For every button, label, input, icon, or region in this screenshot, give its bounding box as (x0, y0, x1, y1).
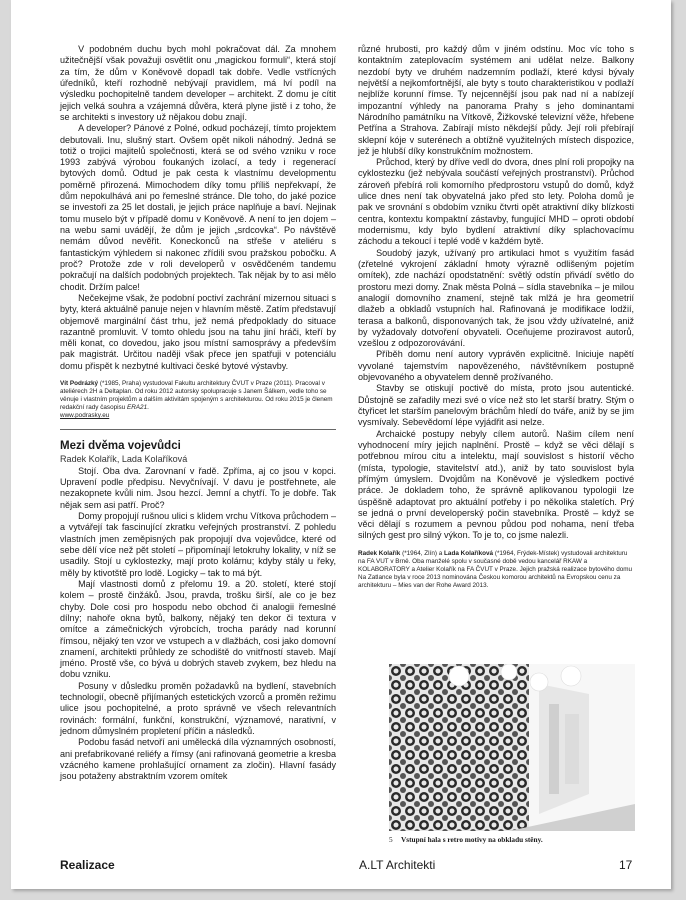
caption-text: Vstupní hala s retro motivy na obkladu stěny. (401, 835, 543, 844)
article-paragraph: různé hrubosti, pro každý dům v jiném odstínu. Moc víc toho s kontaktním zateplovacím systémem ani udělat nelze. Balkony nezdobí byty ve druhém nadzemním podlaží, které kdysi bývaly největší a nejkomfortnější, ale byty s touto charakteristikou v podlaží nejblíže korunní římse. Ty nejcennější jsou pak nad ní a nabízejí impozantní výhledy na panorama Prahy s jeho dominantami Národního památníku na Vítkově, Žižkovské televizní věže, hřebene Petřína a Strahova. Zabírají místo někdejší půdy. Její roli přebírají sklepní kóje v suterénech a obtížně využitelných místech dispozice, jež je hlubší díky konstrukčním možnostem. (358, 44, 634, 156)
bio-name: Vít Podrázký (60, 380, 99, 388)
bio-text: (*1964, Zlín) a (400, 549, 445, 557)
right-column (358, 44, 634, 590)
author-bio (358, 550, 634, 590)
article-paragraph: V podobném duchu bych mohl pokračovat dál. Za mnohem užitečnější však považuji osvětlit onu „magickou formuli“, která stojí za tím, že dům v Koněvově dopadl tak dobře. Vedle vstřícných úředníků, kteří rozhodně nebývají pravidlem, má lví podíl na výsledku pochopitelně tandem developer – architekt. Z domu je cítit jejich velká souhra a vzájemná důvěra, která plyne jistě i z toho, že se architekti s investory už nějakou dobu znají. (60, 44, 336, 122)
page-number: 17 (619, 858, 633, 872)
section-authors: Radek Kolařík, Lada Kolaříková (60, 453, 188, 464)
article-paragraph: Domy propojují rušnou ulici s klidem vrchu Vítkova průchodem – a vytvářejí tak fascinující zkratku veřejných prostranství. Z pohledu vlastních jmen zeměpisných pak propojují dva vojevůdce, které od sebe dělí více než pět století – připomínají letokruhy lokality, v níž se usadily. Stojí u cyklostezky, mají proto kolárnu; kdyby stály u řeky, měly by ktivotště pro lodě. Logicky – tak to má být. (60, 511, 336, 578)
magazine-page (11, 0, 671, 889)
article-paragraph: Příběh domu není autory vyprávěn explicitně. Iniciuje napětí vyvolané tajemstvím napovězeného, návštěvníkem postupně objevovaného a obyvatelem denně prožívaného. (358, 349, 634, 383)
bio-link[interactable]: www.podrasky.eu (60, 412, 110, 420)
section-divider (60, 429, 336, 430)
article-paragraph: A developer? Pánové z Polné, odkud pocházejí, tímto projektem debutovali. Inu, slušný start. Ovšem opět nikoli náhodný. Jedná se totiž o trojici majitelů společnosti, která se od svého vzniku v roce 1993 zabývá výrobou foukaných izolací, a tedy i regenerací bytových domů. Odtud je pak cesta k vlastnímu developmentu poměrně přirozená. Mimochodem díky tomu příliš nepřekvapí, že dům nepokulhává ani po řemeslné stránce. Dle toho, do jaké pozice se investoři za 25 let dostali, je jejich práce naplňuje a baví. Nejinak tomu muselo být v případě domu v Koněvově. A není to jen dojem – na webu sami uvádějí, že dům je jejich „srdcovka“. Po návštěvě nemám důvod nevěřit. Koneckonců na střeše v ateliéru s fantastickým výhledem si nakonec zřídili svou pražskou pobočku. A proč? Protože zde v roli developerů v osvědčeném tandemu pokračují na dalších podobných projektech. Tak nějak by to asi mělo chodit. Držím palce! (60, 123, 336, 292)
entrance-hall-photo (389, 664, 635, 831)
footer-section: Realizace (60, 858, 115, 872)
article-paragraph: Archaické postupy nebyly cílem autorů. Našim cílem není vyhodnocení míry jejich naplnění. Prostě – když se věci dělají s potřebnou mírou citu a intelektu, mají souvislost s historií věcho (místa, typologie, stavitelství atd.), aniž by tato souvislost byla přímým úmyslem. Dvojdům na Koněvově je výsledkem poctivé práce. Je dokladem toho, že správně aplikovanou typologii lze úspěšně adaptovat pro aktuální potřeby i po několika staletích. Prý se jedná o první developerský počin stavebníka. Prostě – když se věci dělají s rozumem a pevnou půdou pod nohama, není třeba silných gest pro silný výkon. To je to, co jsme nalezli. (358, 428, 634, 541)
article-paragraph: Podobu fasád netvoří ani umělecká díla významných osobností, ani prefabrikované reliéfy a římsy (ani rafinovaná geometrie a kresba vzácného kamene prohlašující ornament za zločin). Hlavní fasády jsou potaženy abstraktním vzorem omítek (60, 737, 336, 782)
bio-name: Radek Kolařík (358, 549, 401, 557)
section-heading: Mezi dvěma vojevůdci (60, 439, 181, 452)
article-paragraph: Stojí. Oba dva. Zarovnaní v řadě. Zpříma, aj co jsou v kopci. Upravení podle předpisu. Nevyčnívají. V davu je postřehnete, ale nezakopnete kvůli nim. Jsou hezcí. Jemní a chytří. To je dobře. Tak nějak sem asi patří. Proč? (60, 465, 336, 510)
figure-number: 5 (389, 835, 393, 844)
article-paragraph: Posuny v důsledku proměn požadavků na bydlení, stavebních technologií, obecně přijímaných estetických vzorců a proměn režimu ulice jsou pochopitelné, a proto správně ve všech relevantních rovinách: formální, funkční, konstrukční, významové, narativní, v jednom důmyslném propletení příčin a následků. (60, 680, 336, 737)
article-paragraph: Mají vlastnosti domů z přelomu 19. a 20. století, které stojí kolem – prostě činžáků. Jsou, pravda, trošku širší, ale co je bez chyby. Dole cosi pro hospodu nebo obchod či analogii řemeslné dílny; nahoře okna bytů, balkony, nějaký ten dekor či textura v omítce a zámečnických výrobcích, trocha parády nad korunní římsou, nějaký ten vzor ve vstupech a v dlažbách, cosi jako domovní znamení, architekti průhledy ze schodiště do vnitřností staveb. Mají jméno. Prostě vše, co bývá u dobrých staveb zvykem, bez hledu na dobu vzniku. (60, 578, 336, 680)
article-paragraph: Soudobý jazyk, užívaný pro artikulaci hmot s využitím fasád (zřetelné vykrojení základní hmoty výrazně odlišeným pojetím omítek), zde nachází opodstatnění: světlý odstín přivádí světlo do prostoru mezi domy. Znak města Polná – sídla stavebníka – je milou analogií domovního znamení, stejně tak mlžá je hra geometrií dlažeb a obkladů vstupních hal. Rafinovaná je modifikace lodžií, terasa a balkonů, disponovaných tak, že jsou vždy užívatelné, aniž by vyžadovaly dotvoření obyvateli. Oceňujeme proziravost autorů, vzešlou z odpozorovávání. (358, 247, 634, 349)
left-column (60, 44, 336, 783)
photo-caption (389, 835, 635, 844)
article-paragraph: Stavby se otiskují poctivě do místa, proto jsou autentické. Důstojně se zařadily mezi své o více než sto let starší bratry. Stým o čtyřicet let starším panelovým bráchům hledí do tváře, aniž by se jim vysmívaly. Sebevědomí lépe vyjádřit asi nelze. (358, 383, 634, 428)
article-paragraph: Průchod, který by dříve vedl do dvora, dnes plní roli propojky na cyklostezku (jež nebývala součástí veřejných prostranství). Průchod zároveň přebírá roli komorního předprostoru vstupů do domů, když ulice dnes není tak obyvatelná jako před sto lety. Poloha domů je pak ve srovnání s obdobím vzniku čtvrti opět atraktivní díky blízkosti centra, kontextu kompaktní zástavby, fungující MHD – oproti období modernismu, kdy bylo bydlení atraktivní díky splachovacímu záchodu a tekoucí i teplé vodě v každém bytě. (358, 157, 634, 247)
bio-text: (*1985, Praha) vystudoval Fakultu architektury ČVUT v Praze (2011). Pracoval v ateliérech 2H a Deltaplan. Od roku 2012 autorsky spolupracuje s Janem Šálkem, vedle toho se věnuje i vlastním projektům a dalším aktivitám spojeným s architekturou. Od roku 2015 je členem redakční rady časopisu (60, 380, 333, 412)
bio-text: (*1964, Frýdek-Místek) vystudovali architekturu na FA VUT v Brně. Oba manželé spolu v současné době vedou kancelář RKAW a KOLABORATORY a Atelier Kolařík na FA ČVUT v Praze. Jejich pražská realizace bytového domu Na Zatlance byla v roce 2013 nominována Českou komorou architektů na Evropskou cenu za architekturu – Mies van der Rohe Award 2013. (358, 549, 633, 590)
footer-architect: A.LT Architekti (359, 858, 436, 872)
bio-magazine: ERA21 (127, 404, 148, 412)
article-paragraph: Nečekejme však, že podobní poctiví zachrání mizernou situaci s byty, která aktuálně panuje nejen v hlavním městě. Zatím představují objemově marginální část trhu, jež nemá předpoklady do situace razantně promluvit. V tomto ohledu jsou na tahu jiní hráči, kteří by měli konat, co dovedou, jako jsou místní samosprávy a především pak magistrát. Určitou naději však přece jen spatřuji v potenciálu domu přispět k nezbytné kultivaci české bytové výstavby. (60, 292, 336, 371)
author-bio: Vít Podrázký (*1985, Praha) vystudoval Fakultu architektury ČVUT v Praze (2011). Pracoval v ateliérech 2H a Deltaplan. Od roku 2012 autorsky spolupracuje s Janem Šálkem, vedle toho se věnuje i vlastním projektům a dalším aktivitám spojeným s architekturou. Od roku 2015 je členem redakční rady časopisu ERA21. www.podrasky.eu (60, 380, 333, 420)
bio-name: Lada Kolaříková (444, 549, 494, 557)
